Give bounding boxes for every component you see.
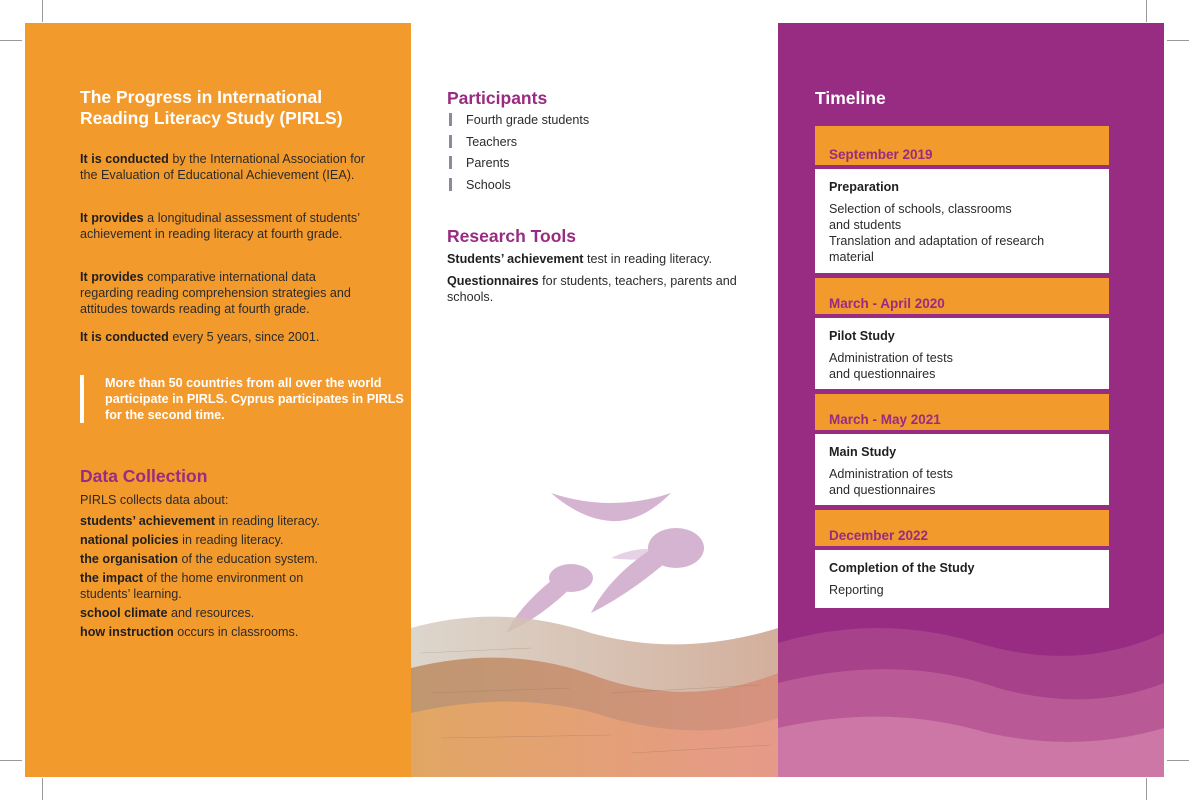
paragraph-text: comparative international data regarding reading comprehension strategies and attitudes towards reading at fourth grade. — [80, 270, 351, 316]
left-title-line: The Progress in International — [80, 87, 323, 107]
participant-label: Parents — [466, 156, 510, 171]
timeline-date-bar — [815, 278, 1109, 314]
paragraph-bold: It is conducted — [80, 330, 169, 344]
participation-note: More than 50 countries from all over the world participate in PIRLS. Cyprus participates in PIRLS for the second time. — [80, 375, 410, 423]
paragraph-provides-longitudinal — [80, 210, 370, 242]
timeline-entry-box — [815, 550, 1109, 608]
pages-wave-decoration — [778, 583, 1164, 777]
timeline-date-bar — [815, 394, 1109, 430]
paragraph-text: a longitudinal assessment of students’ achievement in reading literacy at fourth grade. — [80, 211, 360, 241]
paragraph-bold: It provides — [80, 270, 144, 284]
list-item — [447, 112, 589, 134]
timeline-entry-line: Administration of tests — [829, 467, 953, 481]
timeline-entry-line: and questionnaires — [829, 367, 936, 381]
item-bold: Students’ achievement — [447, 252, 584, 266]
paragraph-text: by the International Association for the Evaluation of Educational Achievement (IEA). — [80, 152, 365, 182]
list-item — [80, 532, 400, 548]
item-bold: national policies — [80, 533, 179, 547]
timeline-entry-line: and questionnaires — [829, 483, 936, 497]
birds-and-pages-illustration — [411, 453, 778, 777]
timeline-heading: Timeline — [815, 88, 886, 108]
timeline-entry-title: Completion of the Study — [829, 561, 975, 575]
list-item — [80, 570, 310, 602]
item-text: occurs in classrooms. — [173, 625, 299, 639]
left-title-line: Reading Literacy Study (PIRLS) — [80, 108, 343, 128]
participants-list — [447, 112, 589, 199]
timeline-entry-box — [815, 434, 1109, 505]
timeline-entry-box — [815, 318, 1109, 389]
crop-mark — [42, 778, 43, 800]
item-bold: students’ achievement — [80, 514, 216, 528]
item-text: in reading literacy. — [215, 514, 320, 528]
paragraph-provides-comparative — [80, 269, 370, 317]
item-bold: the impact — [80, 571, 143, 585]
right-panel — [778, 23, 1164, 777]
data-collection-intro: PIRLS collects data about: — [80, 493, 229, 507]
item-bold: school climate — [80, 606, 168, 620]
crop-mark — [0, 40, 22, 41]
timeline-entry-line: and students — [829, 218, 902, 232]
list-item — [80, 605, 400, 621]
timeline-entry-line: Selection of schools, classrooms — [829, 202, 1012, 216]
list-item — [447, 134, 589, 156]
timeline-entry-line: Translation and adaptation of research — [829, 234, 1045, 248]
participant-label: Teachers — [466, 134, 518, 149]
crop-mark — [0, 760, 22, 761]
research-tool-test — [447, 251, 747, 267]
timeline-date: March - May 2021 — [829, 412, 941, 427]
timeline-date: March - April 2020 — [829, 296, 945, 311]
item-bold: the organisation — [80, 552, 178, 566]
list-item — [447, 177, 589, 199]
item-bold: Questionnaires — [447, 274, 539, 288]
bullet-bar-icon — [449, 113, 452, 126]
participant-label: Fourth grade students — [466, 113, 590, 127]
timeline-entry-title: Pilot Study — [829, 329, 895, 343]
paragraph-bold: It provides — [80, 211, 144, 225]
bullet-bar-icon — [449, 178, 452, 191]
item-text: test in reading literacy. — [583, 252, 713, 266]
crop-mark — [1146, 0, 1147, 22]
timeline-date-bar — [815, 126, 1109, 165]
paragraph-bold: It is conducted — [80, 152, 169, 166]
list-item — [80, 551, 400, 567]
data-collection-list — [80, 513, 400, 643]
timeline-entry-title: Main Study — [829, 445, 897, 459]
item-bold: how instruction — [80, 625, 174, 639]
item-text: and resources. — [167, 606, 255, 620]
paragraph-frequency — [80, 329, 370, 345]
middle-panel — [411, 23, 778, 777]
timeline-date: September 2019 — [829, 147, 933, 162]
item-text: for students, teachers, parents and schools. — [447, 274, 737, 304]
timeline-date: December 2022 — [829, 528, 929, 543]
timeline-entry-line: Administration of tests — [829, 351, 953, 365]
participant-label: Schools — [466, 178, 511, 193]
item-text: in reading literacy. — [178, 533, 284, 547]
timeline-date-bar — [815, 510, 1109, 546]
list-item — [80, 624, 400, 640]
timeline-entry-title: Preparation — [829, 180, 899, 194]
crop-mark — [1167, 760, 1189, 761]
research-tool-questionnaires — [447, 273, 737, 305]
list-item — [80, 513, 400, 529]
crop-mark — [1146, 778, 1147, 800]
research-tools-heading: Research Tools — [447, 226, 577, 246]
timeline-entry-line: Reporting — [829, 583, 884, 597]
item-text: of the home environment on students’ learning. — [80, 571, 304, 601]
list-item — [447, 155, 589, 177]
participants-heading: Participants — [447, 88, 548, 108]
left-panel — [25, 23, 411, 777]
data-collection-heading: Data Collection — [80, 466, 208, 486]
bullet-bar-icon — [449, 135, 452, 148]
paragraph-text: every 5 years, since 2001. — [168, 330, 320, 344]
bullet-bar-icon — [449, 156, 452, 169]
paragraph-conducted — [80, 151, 370, 183]
crop-mark — [42, 0, 43, 22]
item-text: of the education system. — [177, 552, 318, 566]
timeline-entry-line: material — [829, 250, 874, 264]
left-title — [80, 87, 380, 129]
crop-mark — [1167, 40, 1189, 41]
timeline-entry-box — [815, 169, 1109, 273]
